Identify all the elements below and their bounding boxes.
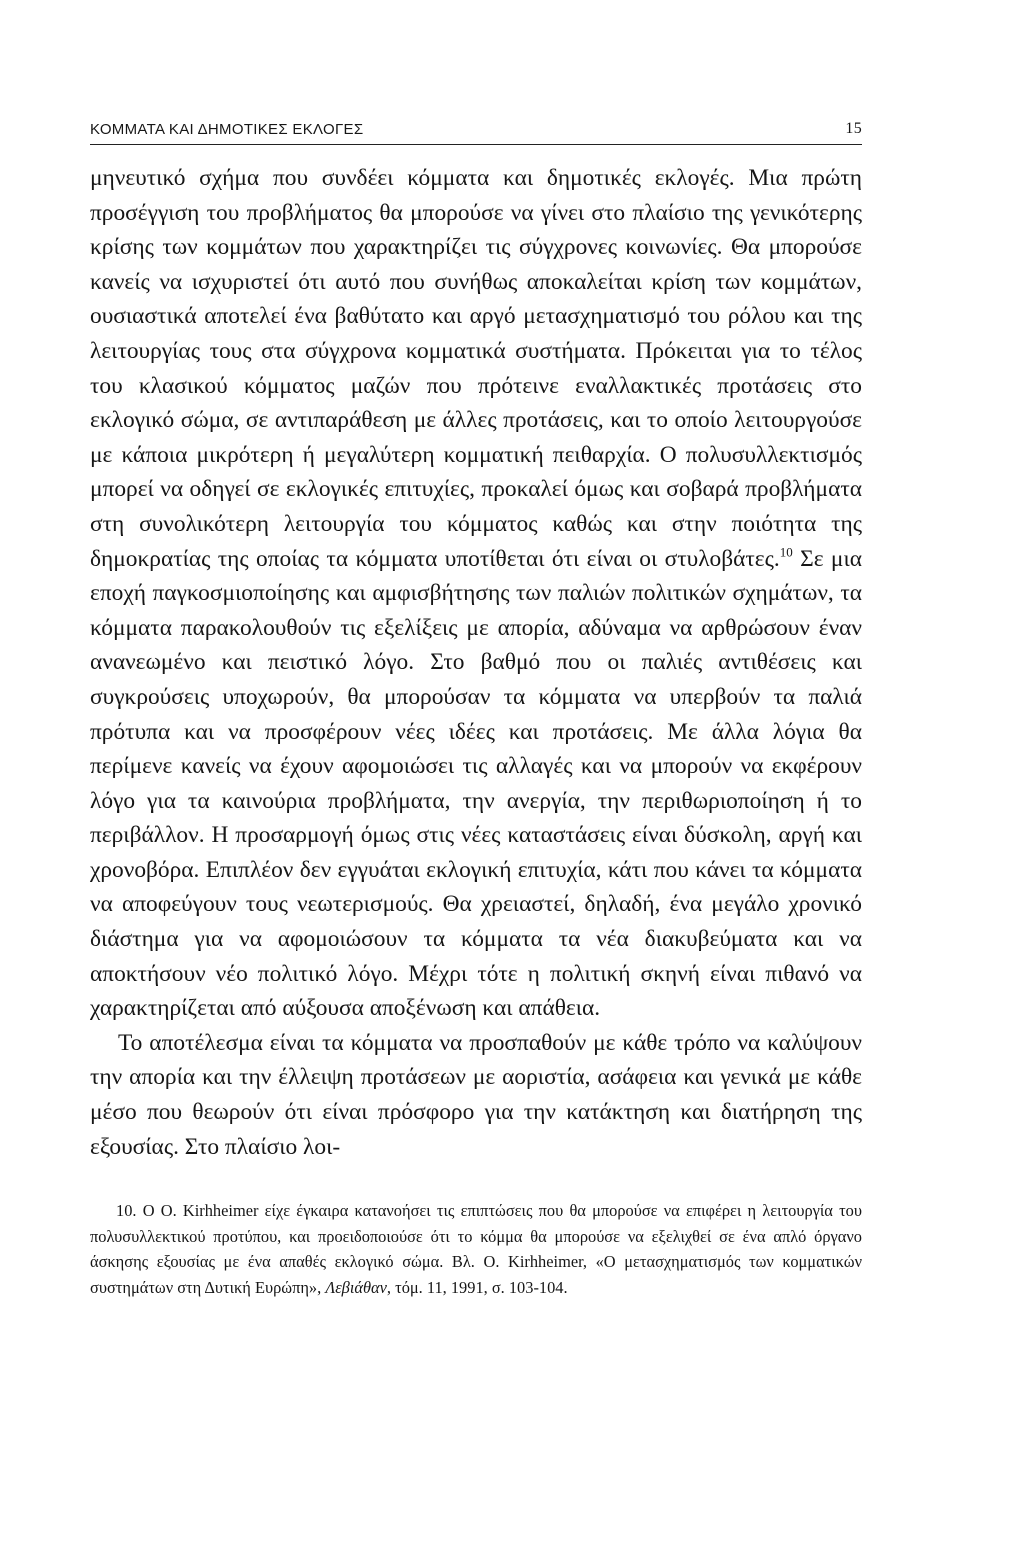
paragraph-1-text-a: μηνευτικό σχήμα που συνδέει κόμματα και δημοτικές εκλογές. Μια πρώτη προσέγγιση του προβλήματος θα μπορούσε να γίνει στο πλαίσιο της γενικότερης κρίσης των κομμάτων που χαρακτηρίζει τις σύγχρονες κοινωνίες. Θα μπορούσε κανείς να ισχυριστεί ότι αυτό που συνήθως αποκαλείται κρίση των κομμάτων, ουσιαστικά αποτελεί ένα βαθύτατο και αργό μετασχηματισμό του ρόλου και της λειτουργίας τους στα σύγχρονα κομματικά συστήματα. Πρόκειται για το τέλος του κλασικού κόμματος μαζών που πρότεινε εναλλακτικές προτάσεις στο εκλογικό σώμα, σε αντιπαράθεση με άλλες προτάσεις, και το οποίο λειτουργούσε με κάποια μικρότερη ή μεγαλύτερη κομματική πειθαρχία. Ο πολυσυλλεκτισμός μπορεί να οδηγεί σε εκλογικές επιτυχίες, προκαλεί όμως και σοβαρά προβλήματα στη συνολικότερη λειτουργία του κόμματος καθώς και στην ποιότητα της δημοκρατίας της οποίας τα κόμματα υποτίθεται ότι είναι οι στυλοβάτες. bbox=[90, 165, 862, 572]
footnote-reference: 10 bbox=[779, 543, 793, 559]
book-page bbox=[90, 120, 862, 1300]
running-header bbox=[90, 120, 862, 145]
footnotes bbox=[90, 1198, 862, 1300]
footnote-text-b: , τόμ. 11, 1991, σ. 103-104. bbox=[386, 1277, 568, 1297]
footnote-text-a: Ο Ο. Kirhheimer είχε έγκαιρα κατανοήσει τις επιπτώσεις που θα μπορούσε να επιφέρει η λειτουργία του πολυσυλλεκτικού προτύπου, και προειδοποιούσε ότι το κόμμα θα μπορούσε να εξελιχθεί σε ένα απλό όργανο άσκησης εξουσίας με ένα απαθές εκλογικό σώμα. Βλ. Ο. Kirhheimer, «Ο μετασχηματισμός των κομματικών συστημάτων στη Δυτική Ευρώπη», bbox=[90, 1201, 862, 1297]
paragraph-2: Το αποτέλεσμα είναι τα κόμματα να προσπαθούν με κάθε τρόπο να καλύψουν την απορία και την έλλειψη προτάσεων με αοριστία, ασάφεια και γενικά με κάθε μέσο που θεωρούν ότι είναι πρόσφορο για την κατάκτηση και διατήρηση της εξουσίας. Στο πλαίσιο λοι- bbox=[90, 1029, 862, 1160]
main-text bbox=[90, 161, 862, 1164]
footnote-10 bbox=[90, 1198, 862, 1300]
paragraph-1-text-b: Σε μια εποχή παγκοσμιοποίησης και αμφισβήτησης των παλιών πολιτικών σχημάτων, τα κόμματα παρακολουθούν τις εξελίξεις με απορία, αδύναμα να αρθρώσουν έναν ανανεωμένο και πειστικό λόγο. Στο βαθμό που οι παλιές αντιθέσεις και συγκρούσεις υποχωρούν, θα μπορούσαν τα κόμματα να υπερβούν τα παλιά πρότυπα και να προσφέρουν νέες ιδέες και προτάσεις. Με άλλα λόγια θα περίμενε κανείς να έχουν αφομοιώσει τις αλλαγές και να μπορούν να εκφέρουν λόγο για τα καινούρια προβλήματα, την ανεργία, την περιθωριοποίηση ή το περιβάλλον. Η προσαρμογή όμως στις νέες καταστάσεις είναι δύσκολη, αργή και χρονοβόρα. Επιπλέον δεν εγγυάται εκλογική επιτυχία, κάτι που κάνει τα κόμματα να αποφεύγουν τους νεωτερισμούς. Θα χρειαστεί, δηλαδή, ένα μεγάλο χρονικό διάστημα για να αφομοιώσουν τα κόμματα τα νέα διακυβεύματα και να αποκτήσουν νέο πολιτικό λόγο. Μέχρι τότε η πολιτική σκηνή είναι πιθανό να χαρακτηρίζεται από αύξουσα αποξένωση και απάθεια. bbox=[90, 545, 862, 1022]
paragraph-1 bbox=[90, 161, 862, 1026]
running-title: ΚΟΜΜΑΤΑ ΚΑΙ ΔΗΜΟΤΙΚΕΣ ΕΚΛΟΓΕΣ bbox=[90, 121, 364, 138]
footnote-number: 10. bbox=[116, 1201, 137, 1221]
page-number: 15 bbox=[845, 120, 862, 137]
footnote-journal-title: Λεβιάθαν bbox=[325, 1277, 387, 1297]
